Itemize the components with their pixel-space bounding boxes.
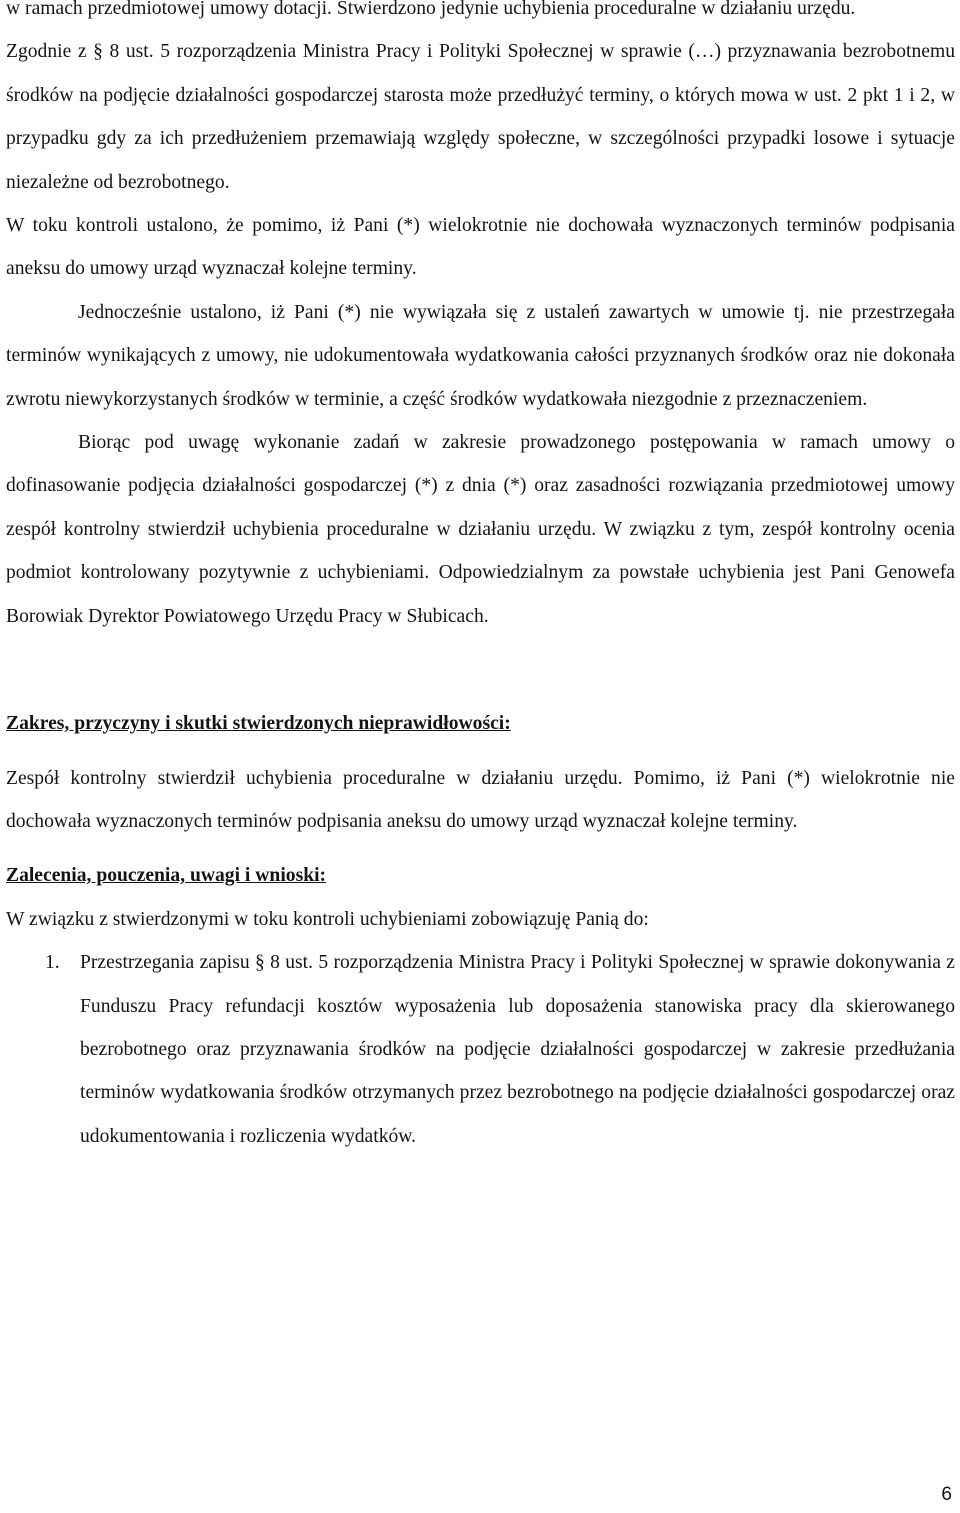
paragraph-regulation: Zgodnie z § 8 ust. 5 rozporządzenia Ministra Pracy i Polityki Społecznej w sprawie (…) przyznawania bezrobotnemu środków na podjęcie działalności gospodarczej starosta może przedłużyć terminy, o których mowa w ust. 2 pkt 1 i 2, w przypadku gdy za ich przedłużeniem przemawiają względy społeczne, w szczególności przypadki losowe i sytuacje niezależne od bezrobotnego. xyxy=(6,41,955,193)
paragraph-zalecenia-intro: W związku z stwierdzonymi w toku kontroli uchybieniami zobowiązuję Panią do: xyxy=(6,908,649,930)
document-page xyxy=(6,0,955,1158)
section-heading-zakres: Zakres, przyczyny i skutki stwierdzonych nieprawidłowości: xyxy=(6,713,511,735)
paragraph-findings: W toku kontroli ustalono, że pomimo, iż Pani (*) wielokrotnie nie dochowała wyznaczonych terminów podpisania aneksu do umowy urząd wyznaczał kolejne terminy. xyxy=(6,215,955,280)
section-heading-zalecenia: Zalecenia, pouczenia, uwagi i wnioski: xyxy=(6,865,327,887)
recommendations-list xyxy=(6,941,955,1158)
list-item-number: 1. xyxy=(45,952,60,974)
paragraph-zakres: Zespół kontrolny stwierdził uchybienia proceduralne w działaniu urzędu. Pomimo, iż Pani (*) wielokrotnie nie dochowała wyznaczonych terminów podpisania aneksu do umowy urząd wyznaczał kolejne terminy. xyxy=(6,767,955,832)
list-item xyxy=(6,941,955,1158)
list-item-text: Przestrzegania zapisu § 8 ust. 5 rozporządzenia Ministra Pracy i Polityki Społecznej w sprawie dokonywania z Funduszu Pracy refundacji kosztów wyposażenia lub doposażenia stanowiska pracy dla skierowanego bezrobotnego oraz przyznawania środków na podjęcie działalności gospodarczej w zakresie przedłużania terminów wydatkowania środków otrzymanych przez bezrobotnego na podjęcie działalności gospodarczej oraz udokumentowania i rozliczenia wydatków. xyxy=(80,952,955,1147)
page-number: 6 xyxy=(941,1484,952,1505)
paragraph-obligations: Jednocześnie ustalono, iż Pani (*) nie wywiązała się z ustaleń zawartych w umowie tj. nie przestrzegała terminów wynikających z umowy, nie udokumentowała wydatkowania całości przyznanych środków oraz nie dokonała zwrotu niewykorzystanych środków w terminie, a część środków wydatkowała niezgodnie z przeznaczeniem. xyxy=(6,301,955,410)
paragraph-assessment: Biorąc pod uwagę wykonanie zadań w zakresie prowadzonego postępowania w ramach umowy o dofinasowanie podjęcia działalności gospodarczej (*) z dnia (*) oraz zasadności rozwiązania przedmiotowej umowy zespół kontrolny stwierdził uchybienia proceduralne w działaniu urzędu. W związku z tym, zespół kontrolny ocenia podmiot kontrolowany pozytywnie z uchybieniami. Odpowiedzialnym za powstałe uchybienia jest Pani Genowefa Borowiak Dyrektor Powiatowego Urzędu Pracy w Słubicach. xyxy=(6,432,955,627)
paragraph-continuation: w ramach przedmiotowej umowy dotacji. Stwierdzono jedynie uchybienia proceduralne w działaniu urzędu. xyxy=(6,0,856,19)
